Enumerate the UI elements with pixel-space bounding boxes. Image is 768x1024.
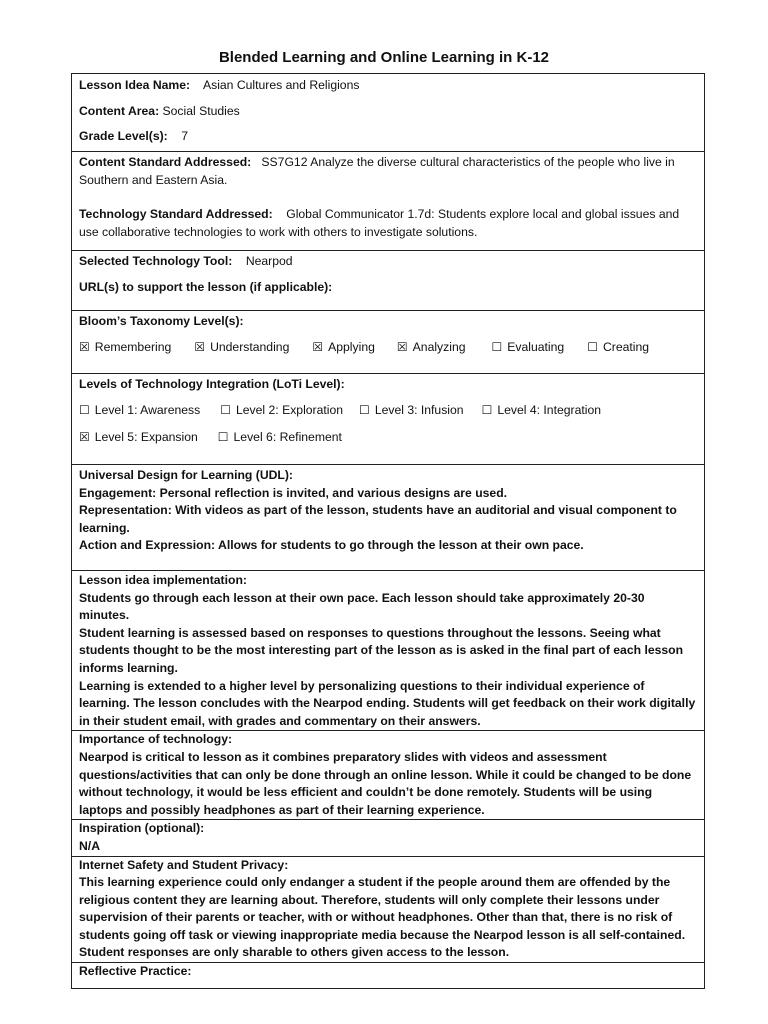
standards-row: [72, 152, 705, 251]
inspiration-cell: [72, 820, 705, 856]
udl-heading: Universal Design for Learning (UDL):: [79, 468, 293, 482]
loti-row: [72, 374, 705, 465]
implementation-paragraph: Learning is extended to a higher level by personalizing questions to their individual experience of learning. The lesson concludes with the Nearpod ending. Students will get feedback on their work digitally in their student email, with grades and commentary on their answers.: [79, 678, 696, 728]
blooms-item[interactable]: [194, 339, 289, 357]
inspiration-heading: Inspiration (optional):: [79, 821, 205, 836]
lesson-info-row: [72, 74, 705, 152]
content-area-line: [79, 103, 697, 121]
reflective-cell: [72, 963, 705, 989]
udl-row: [72, 465, 705, 571]
blooms-item[interactable]: [492, 339, 565, 357]
tool-line: [79, 253, 697, 271]
checkbox-icon[interactable]: ☒: [79, 339, 90, 354]
importance-cell: [72, 731, 705, 820]
implementation-paragraph: Student learning is assessed based on responses to questions throughout the lessons. Seeing what students thought to be the most interesting part of the lesson as is asked in the final part of each lesson informs learning.: [79, 625, 684, 675]
blooms-cell: [72, 311, 705, 374]
udl-engagement: Engagement: Personal reflection is invited, and various designs are used.: [79, 485, 508, 500]
blooms-label: Bloom’s Taxonomy Level(s):: [79, 314, 244, 328]
lesson-name-label: Lesson Idea Name:: [79, 78, 191, 92]
loti-item-label: Level 1: Awareness: [94, 402, 201, 417]
loti-item[interactable]: [220, 402, 343, 420]
blooms-row: [72, 311, 705, 374]
loti-item-label: Level 2: Exploration: [236, 402, 344, 417]
content-area-label: Content Area:: [79, 103, 160, 118]
blooms-item[interactable]: [312, 339, 375, 357]
udl-action-expression: Action and Expression: Allows for students to go through the lesson at their own pace.: [79, 538, 584, 553]
checkbox-icon[interactable]: ☒: [79, 430, 90, 445]
checkbox-icon[interactable]: ☒: [312, 339, 324, 354]
loti-item[interactable]: [359, 402, 464, 420]
checkbox-icon[interactable]: ☐: [79, 402, 90, 417]
blooms-item-label: Creating: [602, 339, 650, 354]
tool-cell: [72, 251, 705, 311]
checkbox-icon[interactable]: ☒: [396, 339, 408, 354]
lesson-name-value: Asian Cultures and Religions: [202, 78, 360, 92]
importance-heading: Importance of technology:: [79, 732, 233, 747]
loti-item[interactable]: [79, 402, 200, 420]
blooms-item-label: Evaluating: [507, 339, 565, 354]
safety-heading: Internet Safety and Student Privacy:: [79, 857, 289, 872]
implementation-cell: [72, 571, 705, 731]
safety-cell: [72, 856, 705, 963]
standards-cell: [72, 152, 705, 251]
loti-checklist-row-1: [79, 402, 697, 420]
checkbox-icon[interactable]: ☒: [194, 339, 206, 354]
loti-item[interactable]: [482, 402, 601, 420]
reflective-heading: Reflective Practice:: [79, 964, 192, 979]
checkbox-icon[interactable]: ☐: [481, 402, 493, 417]
blooms-item-label: Understanding: [210, 339, 290, 354]
importance-text: Nearpod is critical to lesson as it combines preparatory slides with videos and assessment questions/activities that can only be done through an online lesson. While it could be changed to be done without technology, it would be less efficient and couldn’t be done remotely. Students will be using laptops and possibly headphones as part of their learning experience.: [79, 749, 692, 817]
page-title: Blended Learning and Online Learning in K-12: [218, 49, 550, 66]
loti-cell: [72, 374, 705, 465]
checkbox-icon[interactable]: ☐: [220, 402, 231, 417]
loti-item-label: Level 3: Infusion: [374, 402, 464, 417]
url-label: URL(s) to support the lesson (if applicable):: [79, 279, 333, 294]
reflective-row: [72, 963, 705, 989]
loti-item-label: Level 4: Integration: [497, 402, 602, 417]
loti-item[interactable]: [218, 429, 342, 447]
content-standard-value: SS7G12 Analyze the diverse cultural characteristics of the people who live in Southern and Eastern Asia.: [79, 155, 675, 187]
loti-item-label: Level 6: Refinement: [233, 430, 342, 445]
safety-text: This learning experience could only endanger a student if the people around them are offended by the religious content they are learning about. Therefore, students will only complete their lessons under supervision of their parents or teacher, with or without headphones. Other than that, there is no risk of students going off task or viewing inappropriate media because the Nearpod lesson is all self-contained. Student responses are only sharable to others given access to the lesson.: [79, 875, 686, 960]
content-standard: [79, 154, 697, 189]
blooms-item-label: Analyzing: [412, 339, 466, 354]
checkbox-icon[interactable]: ☐: [587, 339, 598, 354]
blooms-item[interactable]: [397, 339, 466, 357]
grade-level-value: 7: [181, 129, 189, 144]
tool-value: Nearpod: [245, 254, 293, 268]
loti-item[interactable]: [79, 429, 198, 447]
checkbox-icon[interactable]: ☐: [491, 339, 503, 354]
implementation-row: [72, 571, 705, 731]
technology-standard-label: Technology Standard Addressed:: [79, 207, 273, 222]
loti-checklist-row-2: [79, 429, 697, 447]
safety-row: [72, 856, 705, 963]
inspiration-text: N/A: [79, 838, 100, 853]
importance-row: [72, 731, 705, 820]
lesson-name-line: [79, 77, 697, 95]
grade-level-line: [79, 128, 697, 146]
technology-standard-value: Global Communicator 1.7d: Students explore local and global issues and use collaborative technologies to work with others to investigate solutions.: [79, 207, 680, 239]
blooms-checklist: [79, 339, 697, 357]
implementation-heading: Lesson idea implementation:: [79, 573, 247, 587]
tool-row: [72, 251, 705, 311]
udl-cell: [72, 465, 705, 571]
implementation-paragraph: Students go through each lesson at their own pace. Each lesson should take approximately 20-30 minutes.: [79, 590, 645, 623]
udl-representation: Representation: With videos as part of the lesson, students have an auditorial and visual component to learning.: [79, 503, 677, 535]
lesson-plan-table: [71, 73, 705, 989]
tool-label: Selected Technology Tool:: [79, 254, 233, 268]
blooms-item[interactable]: [79, 339, 171, 357]
loti-label: Levels of Technology Integration (LoTi Level):: [79, 377, 345, 391]
grade-level-label: Grade Level(s):: [79, 129, 168, 144]
content-standard-label: Content Standard Addressed:: [79, 155, 252, 169]
content-area-value: Social Studies: [162, 103, 240, 118]
blooms-item[interactable]: [587, 339, 649, 357]
technology-standard: [79, 206, 697, 241]
blooms-item-label: Remembering: [94, 339, 172, 354]
loti-item-label: Level 5: Expansion: [94, 430, 198, 445]
blooms-item-label: Applying: [328, 339, 375, 354]
lesson-info-cell: [72, 74, 705, 152]
checkbox-icon[interactable]: ☐: [359, 402, 370, 417]
inspiration-row: [72, 820, 705, 856]
checkbox-icon[interactable]: ☐: [217, 430, 229, 445]
